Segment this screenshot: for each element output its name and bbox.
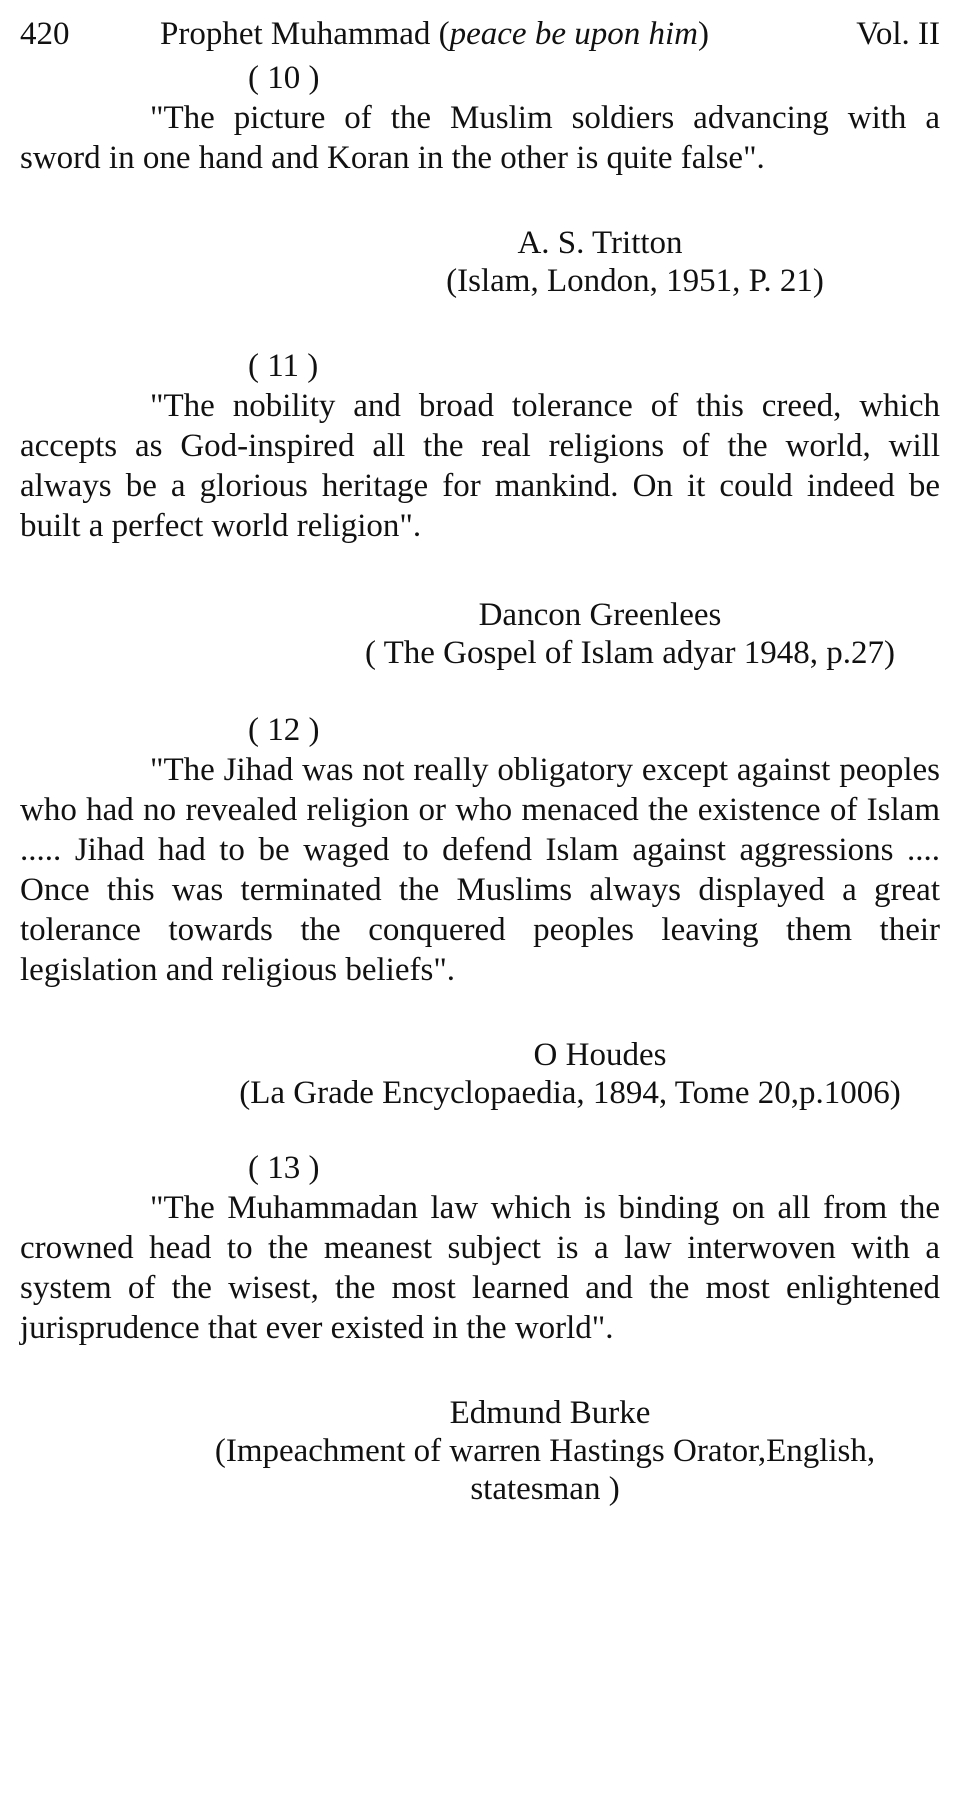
quote-text: "The picture of the Muslim soldiers advancing with a sword in one hand and Koran in the other is quite false". [20, 100, 940, 176]
quote-block-13 [20, 1148, 940, 1508]
quote-block-11 [20, 346, 940, 672]
running-title-plain: Prophet Muhammad ( [160, 16, 450, 52]
quote-source: (Impeachment of warren Hastings Orator,English, statesman ) [214, 1433, 876, 1507]
quote-block-10 [20, 58, 940, 300]
quote-author: A. S. Tritton [517, 225, 683, 261]
quote-text: "The nobility and broad tolerance of this creed, which accepts as God-inspired all the real religions of the world, will always be a glorious heritage for mankind. On it could indeed be built a perfect world religion". [20, 388, 940, 544]
running-title [160, 16, 709, 53]
quote-source: ( The Gospel of Islam adyar 1948, p.27) [364, 635, 895, 671]
quote-number: ( 13 ) [248, 1150, 320, 1186]
page-number: 420 [20, 16, 70, 52]
volume-label: Vol. II [856, 16, 940, 52]
quote-source: (Islam, London, 1951, P. 21) [446, 263, 824, 299]
running-title-close: ) [697, 16, 709, 52]
running-title-italic: peace be upon him [449, 16, 698, 52]
quote-number: ( 11 ) [248, 348, 319, 384]
quote-author: O Houdes [533, 1037, 667, 1073]
quote-number: ( 10 ) [248, 60, 320, 96]
quote-author: Dancon Greenlees [478, 597, 722, 633]
quote-source: (La Grade Encyclopaedia, 1894, Tome 20,p.1006) [239, 1075, 901, 1111]
quote-author: Edmund Burke [449, 1395, 651, 1431]
quote-block-12 [20, 710, 940, 1112]
running-header [20, 16, 940, 60]
quote-text: "The Jihad was not really obligatory except against peoples who had no revealed religion or who menaced the existence of Islam ..... Jihad had to be waged to defend Islam against aggressions .... Once this was terminated the Muslims always displayed a great tolerance towards the conquered peoples leaving them their legislation and religious beliefs". [20, 752, 940, 988]
quote-number: ( 12 ) [248, 712, 320, 748]
quote-text: "The Muhammadan law which is binding on all from the crowned head to the meanest subject is a law interwoven with a system of the wisest, the most learned and the most enlightened jurisprudence that ever existed in the world". [20, 1190, 940, 1346]
